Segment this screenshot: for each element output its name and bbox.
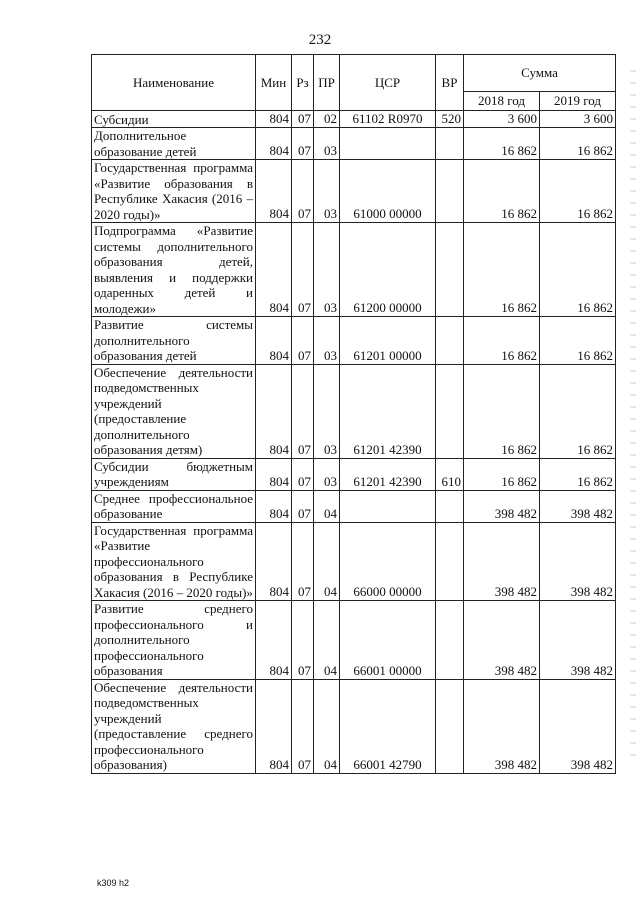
row-csr: 61102 R0970 [340, 111, 436, 128]
row-rz: 07 [292, 601, 314, 680]
table-row [92, 679, 616, 773]
row-sum-2019: 16 862 [540, 128, 616, 160]
row-pr: 02 [314, 111, 340, 128]
row-pr: 03 [314, 458, 340, 490]
row-vr [436, 490, 464, 522]
row-pr: 04 [314, 490, 340, 522]
row-min: 804 [256, 128, 292, 160]
row-min: 804 [256, 490, 292, 522]
col-header-year-2019: 2019 год [540, 92, 616, 111]
row-name: Субсидии бюджетным учреждениям [92, 458, 256, 490]
row-min: 804 [256, 160, 292, 223]
row-name: Обеспечение деятельности подведомственных учреждений (предоставление среднего профессионального образования) [92, 679, 256, 773]
row-sum-2018: 16 862 [464, 317, 540, 365]
row-sum-2019: 398 482 [540, 601, 616, 680]
row-name: Государственная программа «Развитие образования в Республике Хакасия (2016 – 2020 годы)» [92, 160, 256, 223]
row-csr: 61201 42390 [340, 364, 436, 458]
col-header-rz: Рз [292, 55, 314, 111]
row-sum-2019: 16 862 [540, 160, 616, 223]
row-rz: 07 [292, 364, 314, 458]
row-rz: 07 [292, 490, 314, 522]
row-sum-2019: 16 862 [540, 223, 616, 317]
row-vr: 610 [436, 458, 464, 490]
row-pr: 03 [314, 364, 340, 458]
row-rz: 07 [292, 458, 314, 490]
row-sum-2018: 398 482 [464, 601, 540, 680]
row-csr: 61201 42390 [340, 458, 436, 490]
row-rz: 07 [292, 317, 314, 365]
row-vr [436, 223, 464, 317]
row-sum-2019: 398 482 [540, 679, 616, 773]
row-sum-2019: 398 482 [540, 490, 616, 522]
row-min: 804 [256, 317, 292, 365]
row-sum-2018: 16 862 [464, 223, 540, 317]
col-header-sum: Сумма [464, 55, 616, 92]
table-row [92, 364, 616, 458]
row-csr: 61201 00000 [340, 317, 436, 365]
row-name: Среднее профессиональное образование [92, 490, 256, 522]
row-sum-2019: 16 862 [540, 317, 616, 365]
row-sum-2018: 16 862 [464, 160, 540, 223]
row-csr [340, 490, 436, 522]
row-pr: 03 [314, 317, 340, 365]
row-name: Государственная программа «Развитие профессионального образования в Республике Хакасия (2016 – 2020 годы)» [92, 522, 256, 601]
row-vr [436, 128, 464, 160]
row-sum-2018: 398 482 [464, 679, 540, 773]
row-pr: 03 [314, 128, 340, 160]
table-row [92, 111, 616, 128]
row-rz: 07 [292, 160, 314, 223]
table-row [92, 317, 616, 365]
row-name: Развитие среднего профессионального и дополнительного профессионального образования [92, 601, 256, 680]
row-sum-2018: 16 862 [464, 364, 540, 458]
row-pr: 04 [314, 522, 340, 601]
table-row [92, 522, 616, 601]
row-rz: 07 [292, 128, 314, 160]
col-header-pr: ПР [314, 55, 340, 111]
table-row [92, 490, 616, 522]
row-name: Развитие системы дополнительного образования детей [92, 317, 256, 365]
row-name: Субсидии [92, 111, 256, 128]
row-sum-2018: 16 862 [464, 128, 540, 160]
row-min: 804 [256, 223, 292, 317]
row-pr: 04 [314, 679, 340, 773]
row-rz: 07 [292, 522, 314, 601]
table-row [92, 128, 616, 160]
table-row [92, 458, 616, 490]
row-rz: 07 [292, 111, 314, 128]
row-min: 804 [256, 111, 292, 128]
col-header-csr: ЦСР [340, 55, 436, 111]
row-vr [436, 522, 464, 601]
header-row [92, 55, 616, 92]
row-min: 804 [256, 458, 292, 490]
col-header-vr: ВР [436, 55, 464, 111]
row-vr [436, 160, 464, 223]
col-header-min: Мин [256, 55, 292, 111]
row-vr [436, 601, 464, 680]
row-min: 804 [256, 679, 292, 773]
table-row [92, 160, 616, 223]
table-row [92, 223, 616, 317]
row-sum-2018: 398 482 [464, 522, 540, 601]
row-sum-2018: 398 482 [464, 490, 540, 522]
row-rz: 07 [292, 223, 314, 317]
row-csr: 66001 42790 [340, 679, 436, 773]
budget-table [91, 54, 616, 774]
row-pr: 04 [314, 601, 340, 680]
row-csr [340, 128, 436, 160]
footer-code: k309 h2 [97, 878, 130, 888]
col-header-name: Наименование [92, 55, 256, 111]
row-pr: 03 [314, 160, 340, 223]
row-name: Дополнительное образование детей [92, 128, 256, 160]
row-csr: 66001 00000 [340, 601, 436, 680]
row-csr: 61200 00000 [340, 223, 436, 317]
row-sum-2019: 3 600 [540, 111, 616, 128]
row-sum-2018: 16 862 [464, 458, 540, 490]
row-csr: 66000 00000 [340, 522, 436, 601]
scan-edge-artifact [630, 60, 636, 760]
row-rz: 07 [292, 679, 314, 773]
row-sum-2019: 16 862 [540, 458, 616, 490]
row-min: 804 [256, 601, 292, 680]
row-min: 804 [256, 364, 292, 458]
table-row [92, 601, 616, 680]
row-vr [436, 364, 464, 458]
row-min: 804 [256, 522, 292, 601]
page-number: 232 [308, 32, 332, 48]
row-sum-2018: 3 600 [464, 111, 540, 128]
row-vr [436, 679, 464, 773]
row-vr [436, 317, 464, 365]
row-sum-2019: 16 862 [540, 364, 616, 458]
row-csr: 61000 00000 [340, 160, 436, 223]
col-header-year-2018: 2018 год [464, 92, 540, 111]
row-name: Подпрограмма «Развитие системы дополнительного образования детей, выявления и поддержки одаренных детей и молодежи» [92, 223, 256, 317]
row-sum-2019: 398 482 [540, 522, 616, 601]
row-name: Обеспечение деятельности подведомственных учреждений (предоставление дополнительного образования детям) [92, 364, 256, 458]
row-pr: 03 [314, 223, 340, 317]
row-vr: 520 [436, 111, 464, 128]
